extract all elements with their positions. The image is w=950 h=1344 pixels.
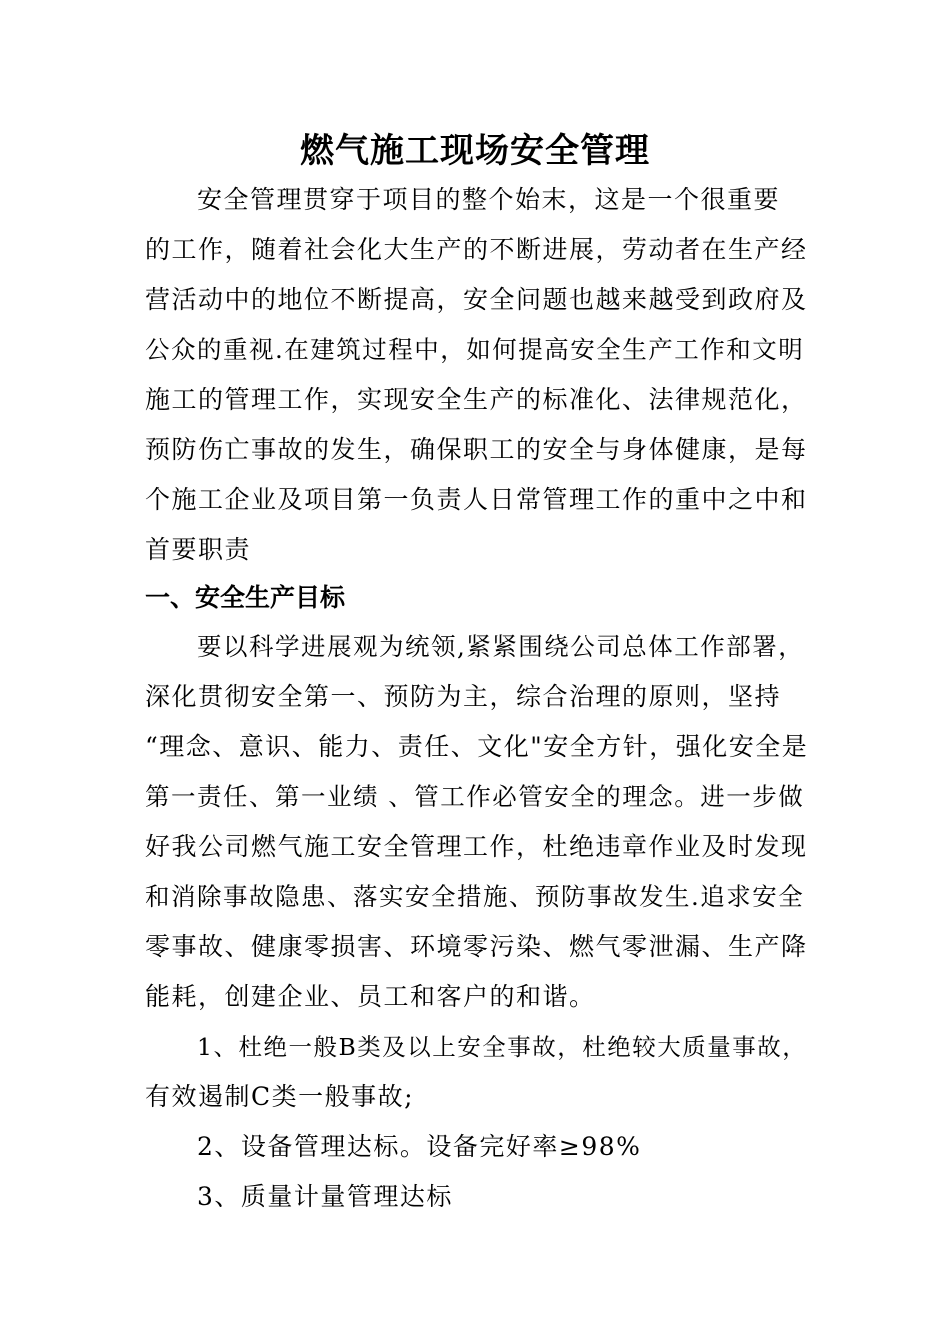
intro-line-1: 安全管理贯穿于项目的整个始末，这是一个很重要 (197, 185, 781, 214)
goal-item-2: 2、设备管理达标。设备完好率≥98% (197, 1132, 642, 1161)
section-heading: 一、安全生产目标 (145, 583, 346, 612)
section-line-2: 深化贯彻安全第一、预防为主，综合治理的原则，坚持 (145, 682, 782, 711)
goal-item-3: 3、质量计量管理达标 (197, 1182, 453, 1211)
goal-item-1: 1、杜绝一般B类及以上安全事故，杜绝较大质量事故， (197, 1033, 808, 1061)
goal-item-1-continued: 有效遏制C类一般事故; (145, 1082, 415, 1111)
intro-line-3: 营活动中的地位不断提高，安全问题也越来越受到政府及 (145, 285, 808, 314)
section-line-7: 零事故、健康零损害、环境零污染、燃气零泄漏、生产降 (145, 932, 808, 961)
section-line-8: 能耗，创建企业、员工和客户的和谐。 (145, 982, 596, 1011)
intro-line-4: 公众的重视.在建筑过程中，如何提高安全生产工作和文明 (145, 335, 805, 364)
section-line-4: 第一责任、第一业绩 、管工作必管安全的理念。进一步做 (145, 782, 805, 811)
section-line-6: 和消除事故隐患、落实安全措施、预防事故发生.追求安全 (145, 882, 805, 911)
section-line-1: 要以科学进展观为统领,紧紧围绕公司总体工作部署， (197, 632, 805, 661)
section-line-3: “理念、意识、能力、责任、文化"安全方针，强化安全是 (145, 732, 809, 761)
intro-line-6: 预防伤亡事故的发生，确保职工的安全与身体健康，是每 (145, 435, 808, 464)
intro-line-2: 的工作，随着社会化大生产的不断进展，劳动者在生产经 (145, 235, 808, 264)
intro-line-5: 施工的管理工作，实现安全生产的标准化、法律规范化， (145, 385, 808, 414)
intro-line-8: 首要职责 (145, 535, 252, 564)
document-title: 燃气施工现场安全管理 (300, 131, 650, 171)
section-line-5: 好我公司燃气施工安全管理工作，杜绝违章作业及时发现 (145, 832, 808, 861)
intro-line-7: 个施工企业及项目第一负责人日常管理工作的重中之中和 (145, 485, 808, 514)
